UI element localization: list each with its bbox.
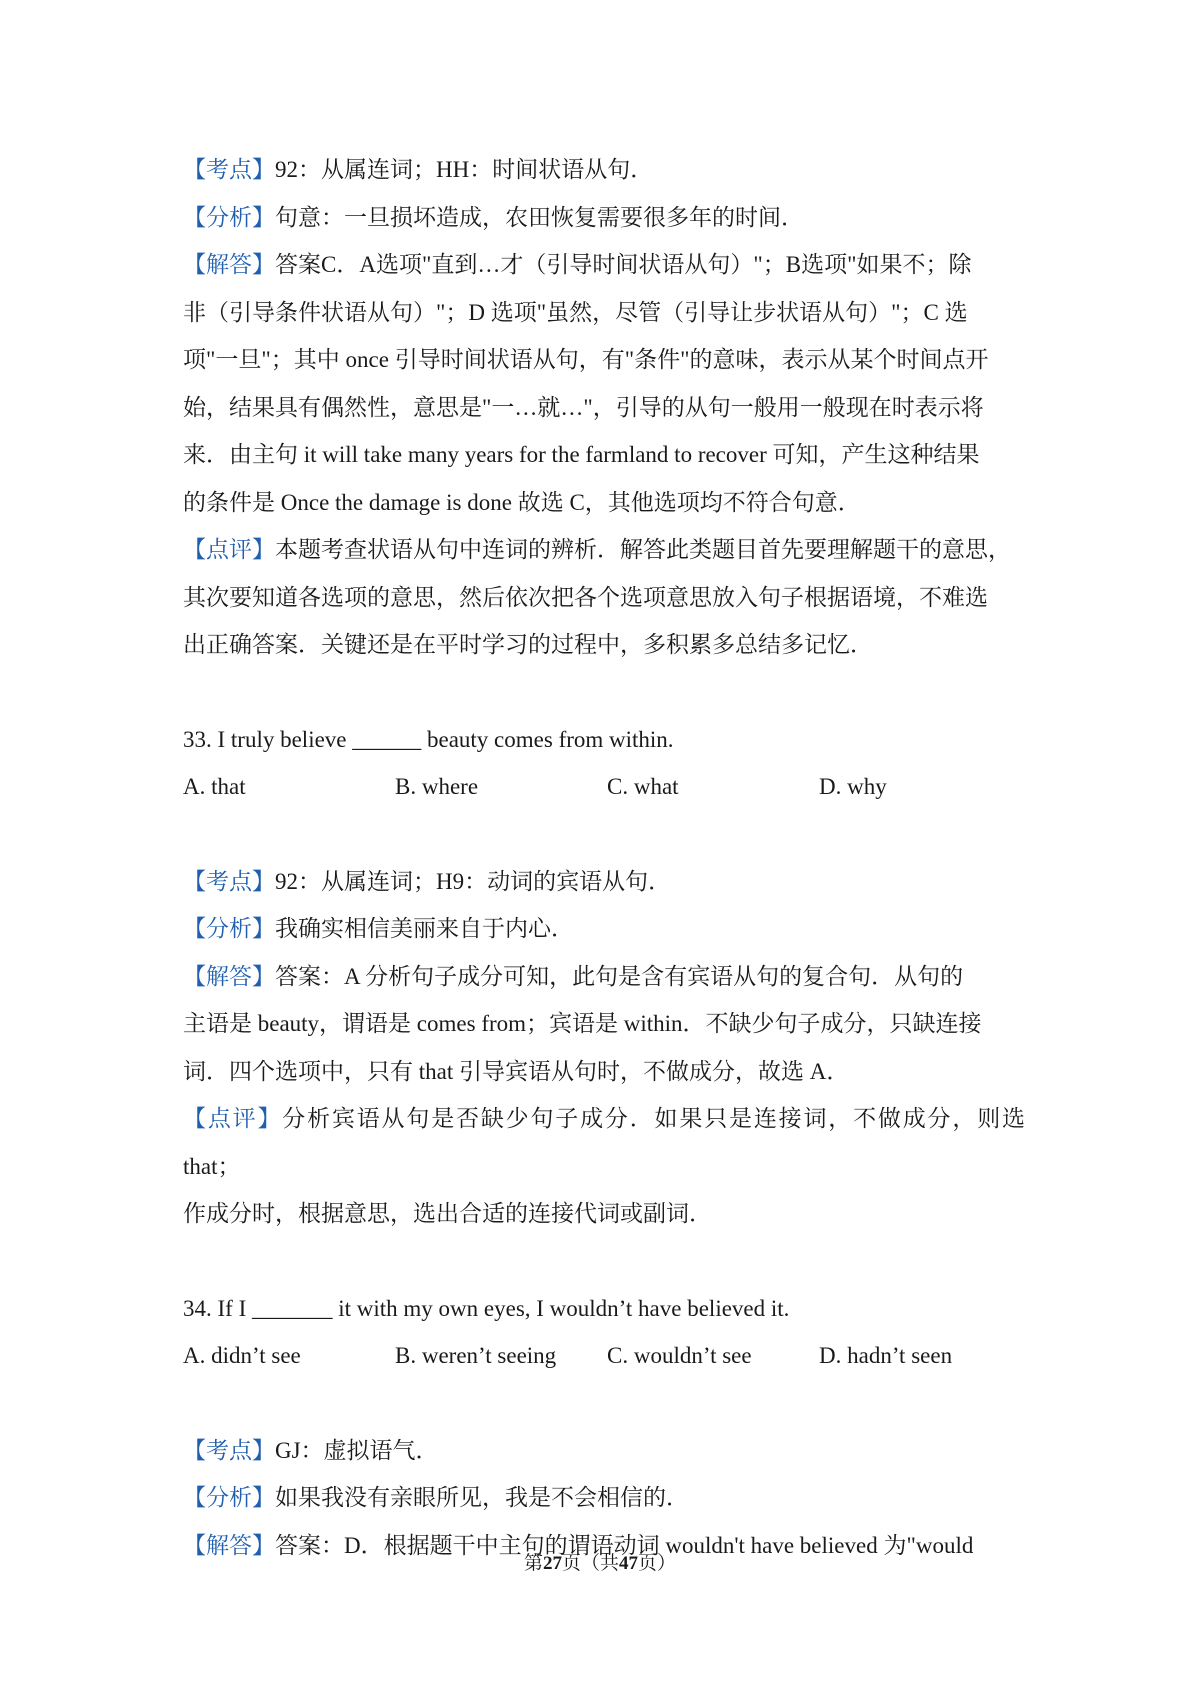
jieda-text: 主语是 beauty，谓语是 comes from；宾语是 within．不缺少句子成分，只缺连接 xyxy=(183,1011,982,1036)
jieda-text: 始，结果具有偶然性，意思是"一…就…"，引导的从句一般用一般现在时表示将 xyxy=(183,394,984,420)
page-content xyxy=(183,146,1025,1569)
question-34-options xyxy=(183,1332,1025,1380)
page-footer xyxy=(0,1548,1200,1575)
footer-mid: 页（共 xyxy=(561,1553,619,1574)
jieda-text: 词．四个选项中，只有 that 引导宾语从句时，不做成分，故选 A． xyxy=(183,1058,850,1084)
fenxi-tag: 【分析】 xyxy=(183,916,275,941)
dianping-tag: 【点评】 xyxy=(183,1106,283,1131)
option-a: A. that xyxy=(183,774,246,799)
kaodian-text: 92：从属连词；H9：动词的宾语从句． xyxy=(275,868,672,894)
kaodian-text: 92：从属连词；HH：时间状语从句． xyxy=(275,157,654,182)
kaodian-line xyxy=(183,1427,1025,1475)
dianping-line xyxy=(183,526,1025,574)
kaodian-line xyxy=(183,146,1025,194)
question-33-stem: 33. I truly believe ______ beauty comes from within. xyxy=(183,726,674,752)
kaodian-line xyxy=(183,858,1025,906)
jieda-text: 答案：A 分析句子成分可知，此句是含有宾语从句的复合句．从句的 xyxy=(275,963,964,989)
kaodian-tag: 【考点】 xyxy=(183,1437,275,1463)
fenxi-tag: 【分析】 xyxy=(183,204,275,230)
jieda-line xyxy=(183,953,1025,1001)
dianping-tag: 【点评】 xyxy=(183,537,275,562)
kaodian-tag: 【考点】 xyxy=(183,868,275,894)
jieda-line xyxy=(183,241,1025,289)
option-b: B. where xyxy=(395,774,479,799)
dianping-text: 其次要知道各选项的意思，然后依次把各个选项意思放入句子根据语境，不难选 xyxy=(183,584,988,610)
option-c: C. wouldn’t see xyxy=(607,1343,752,1368)
footer-total-pages: 47 xyxy=(619,1553,638,1574)
kaodian-tag: 【考点】 xyxy=(183,157,275,182)
jieda-text: 答案C．A选项"直到…才（引导时间状语从句）"；B选项"如果不；除 xyxy=(275,252,972,277)
jieda-text: 的条件是 Once the damage is done 故选 C，其他选项均不符合句意． xyxy=(183,489,861,515)
jieda-text: 非（引导条件状语从句）"；D 选项"虽然，尽管（引导让步状语从句）"；C 选 xyxy=(183,299,968,325)
fenxi-line xyxy=(183,194,1025,242)
jieda-text: 来．由主句 it will take many years for the farmland to recover 可知，产生这种结果 xyxy=(183,442,980,467)
kaodian-text: GJ：虚拟语气． xyxy=(275,1437,439,1463)
footer-page-number: 27 xyxy=(542,1553,562,1574)
option-c: C. what xyxy=(607,774,679,799)
option-d: D. hadn’t seen xyxy=(819,1343,953,1368)
dianping-text: 作成分时，根据意思，选出合适的连接代词或副词． xyxy=(183,1201,712,1226)
fenxi-line xyxy=(183,905,1025,953)
fenxi-tag: 【分析】 xyxy=(183,1485,275,1510)
option-d: D. why xyxy=(819,774,887,799)
fenxi-text: 句意：一旦损坏造成，农田恢复需要很多年的时间． xyxy=(275,204,804,230)
dianping-line xyxy=(183,1095,1025,1190)
fenxi-text: 如果我没有亲眼所见，我是不会相信的． xyxy=(275,1485,689,1510)
jieda-text: 答案：D．根据题干中主句的谓语动词 wouldn't have believed 为"would xyxy=(275,1532,974,1558)
footer-suffix: 页） xyxy=(638,1553,677,1574)
jieda-tag: 【解答】 xyxy=(183,252,275,277)
dianping-text: 出正确答案．关键还是在平时学习的过程中，多积累多总结多记忆． xyxy=(183,632,873,657)
jieda-text: 项"一旦"；其中 once 引导时间状语从句，有"条件"的意味，表示从某个时间点开 xyxy=(183,347,989,372)
dianping-text: 本题考查状语从句中连词的辨析．解答此类题目首先要理解题干的意思， xyxy=(275,537,1011,562)
option-a: A. didn’t see xyxy=(183,1343,301,1368)
question-34-stem: 34. If I _______ it with my own eyes, I wouldn’t have believed it. xyxy=(183,1295,790,1321)
option-b: B. weren’t seeing xyxy=(395,1343,557,1368)
jieda-tag: 【解答】 xyxy=(183,963,275,989)
jieda-tag: 【解答】 xyxy=(183,1532,275,1558)
dianping-text: 分析宾语从句是否缺少句子成分．如果只是连接词，不做成分，则选 that； xyxy=(183,1106,1026,1179)
fenxi-text: 我确实相信美丽来自于内心． xyxy=(275,916,574,941)
footer-prefix: 第 xyxy=(523,1553,543,1574)
fenxi-line xyxy=(183,1474,1025,1522)
question-33-options xyxy=(183,763,1025,811)
